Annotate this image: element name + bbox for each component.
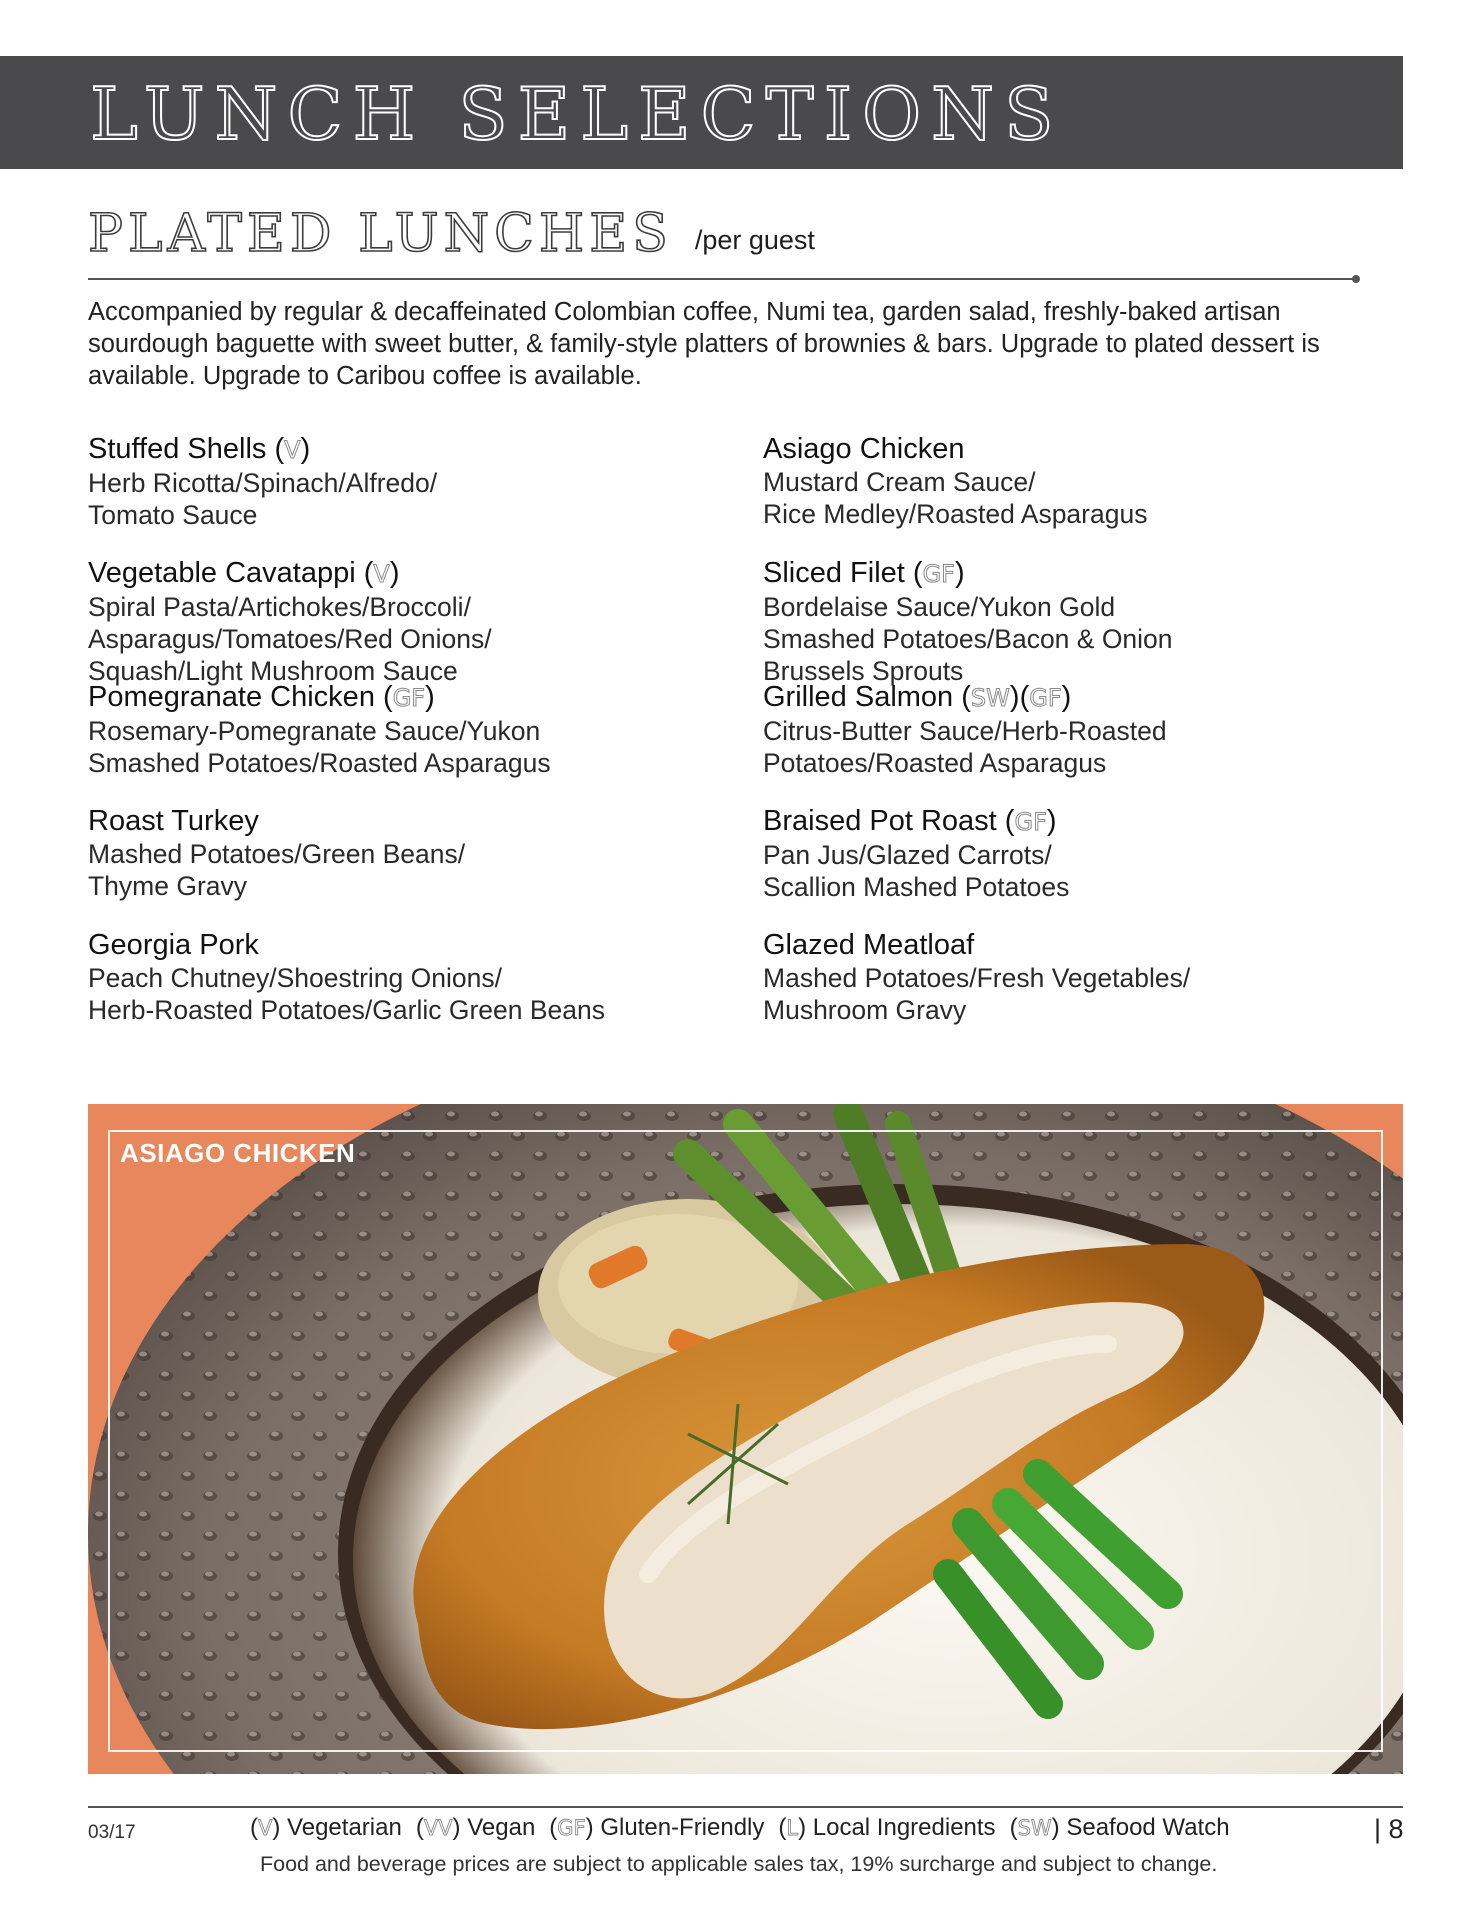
description-line: Citrus-Butter Sauce/Herb-Roasted <box>763 716 1167 746</box>
tag-paren-open: ( <box>274 433 285 465</box>
description-line: Scallion Mashed Potatoes <box>763 872 1070 902</box>
legend-label: Seafood Watch <box>1066 1814 1230 1841</box>
tag-paren-close: ) <box>389 557 400 589</box>
menu-item <box>88 804 728 928</box>
tag-paren-open: ( <box>961 681 971 713</box>
menu-item <box>763 680 1403 804</box>
section-divider <box>88 278 1356 280</box>
legend-tag: L <box>786 1816 799 1840</box>
dish-photo <box>88 1104 1403 1774</box>
menu-column-right <box>763 432 1403 1052</box>
menu-item-title: Asiago Chicken <box>763 433 965 465</box>
menu-item-name <box>763 928 1403 962</box>
menu-item-name <box>88 432 728 467</box>
description-line: Potatoes/Roasted Asparagus <box>763 748 1107 778</box>
description-line: Brussels Sprouts <box>763 656 964 686</box>
menu-item-title: Glazed Meatloaf <box>763 929 975 961</box>
tag-paren-close: ) <box>300 433 311 465</box>
menu-column-left <box>88 432 728 1052</box>
menu-item-name <box>88 804 728 838</box>
footer-divider <box>88 1806 1403 1808</box>
dietary-tag: V <box>284 436 301 464</box>
menu-item-title: Pomegranate Chicken <box>88 681 375 713</box>
menu-item-name <box>88 928 728 962</box>
description-line: Smashed Potatoes/Bacon & Onion <box>763 624 1173 654</box>
menu-item <box>763 556 1403 686</box>
menu-item-title: Stuffed Shells <box>88 433 267 465</box>
menu-item-name <box>88 680 728 715</box>
legend-label: Vegetarian <box>287 1814 402 1841</box>
description-line: Squash/Light Mushroom Sauce <box>88 656 458 686</box>
dietary-tag: V <box>373 560 390 588</box>
menu-item-title: Sliced Filet <box>763 557 905 589</box>
page-number: | 8 <box>1374 1814 1404 1844</box>
description-line: Mustard Cream Sauce/ <box>763 467 1036 497</box>
legend-paren: ( <box>549 1814 558 1841</box>
dietary-tag: GF <box>392 684 426 712</box>
description-line: Herb-Roasted Potatoes/Garlic Green Beans <box>88 995 606 1025</box>
description-line: Spiral Pasta/Artichokes/Broccoli/ <box>88 592 471 622</box>
footer-note: Food and beverage prices are subject to applicable sales tax, 19% surcharge and subject to change. <box>260 1852 1218 1876</box>
menu-item-title: Vegetable Cavatappi <box>88 557 356 589</box>
legend-paren: ( <box>778 1814 787 1841</box>
menu-item-name <box>88 556 728 591</box>
tag-paren-open: ( <box>383 681 393 713</box>
tag-paren-open: ( <box>1004 805 1015 837</box>
menu-item <box>88 680 728 804</box>
description-line: Pan Jus/Glazed Carrots/ <box>763 840 1052 870</box>
tag-paren-close: ) <box>954 557 965 589</box>
header-banner <box>0 56 1403 169</box>
description-line: Herb Ricotta/Spinach/Alfredo/ <box>88 468 438 498</box>
legend-paren: ) <box>452 1814 468 1841</box>
menu-item-name <box>763 680 1403 715</box>
dietary-legend <box>250 1814 1230 1842</box>
tag-paren-close: ) <box>1046 805 1057 837</box>
divider-dot <box>1352 275 1360 283</box>
section-subtitle: /per guest <box>694 225 815 255</box>
intro-text: Accompanied by regular & decaffeinated Colombian coffee, Numi tea, garden salad, freshly-baked artisan sourdough baguette with sweet butter, & family-style platters of brownies & bars. Upgrade to plated dessert is available. Upgrade to Caribou coffee is available. <box>88 298 1320 390</box>
menu-item-title: Grilled Salmon <box>763 681 954 713</box>
dietary-tag: GF <box>922 560 955 588</box>
tag-paren-close: ) <box>1009 681 1020 713</box>
menu-item-description <box>88 962 728 1026</box>
tag-paren-open: ( <box>1019 681 1030 713</box>
tag-paren-open: ( <box>363 557 374 589</box>
legend-tag: VV <box>423 1816 453 1840</box>
dietary-tag: GF <box>1014 808 1047 836</box>
legend-paren: ) <box>798 1814 813 1841</box>
menu-item-description <box>763 715 1403 779</box>
description-line: Peach Chutney/Shoestring Onions/ <box>88 963 502 993</box>
photo-frame <box>108 1130 1383 1752</box>
menu-item-description <box>763 839 1403 903</box>
menu-item-title: Roast Turkey <box>88 805 259 837</box>
legend-tag: V <box>258 1816 273 1840</box>
menu-item-name <box>763 804 1403 839</box>
page-title: LUNCH SELECTIONS <box>90 72 1064 156</box>
legend-label: Gluten-Friendly <box>600 1814 765 1841</box>
description-line: Smashed Potatoes/Roasted Asparagus <box>88 748 551 778</box>
menu-item-description <box>88 715 728 779</box>
dietary-tag: SW <box>970 684 1010 712</box>
menu-item <box>763 928 1403 1052</box>
description-line: Rosemary-Pomegranate Sauce/Yukon <box>88 716 541 746</box>
legend-label: Local Ingredients <box>812 1814 996 1841</box>
description-line: Mushroom Gravy <box>763 995 967 1025</box>
photo-caption: ASIAGO CHICKEN <box>120 1138 356 1168</box>
section-heading <box>88 200 815 264</box>
menu-item-description <box>763 466 1403 530</box>
description-line: Mashed Potatoes/Green Beans/ <box>88 839 466 869</box>
menu-item <box>88 432 728 556</box>
menu-item-description <box>88 467 728 531</box>
tag-paren-close: ) <box>1061 681 1072 713</box>
legend-paren: ( <box>250 1814 258 1841</box>
menu-item-title: Georgia Pork <box>88 929 259 961</box>
legend-paren: ) <box>272 1814 288 1841</box>
footer-date: 03/17 <box>88 1822 136 1843</box>
legend-paren: ( <box>1009 1814 1018 1841</box>
menu-item <box>763 804 1403 928</box>
legend-label: Vegan <box>467 1814 536 1841</box>
legend-paren: ( <box>415 1814 424 1841</box>
menu-item-description <box>88 838 728 902</box>
legend-paren: ) <box>1051 1814 1067 1841</box>
legend-paren: ) <box>585 1814 601 1841</box>
description-line: Tomato Sauce <box>88 500 258 530</box>
description-line: Thyme Gravy <box>88 871 248 901</box>
tag-paren-close: ) <box>425 681 435 713</box>
dietary-tag: GF <box>1029 684 1062 712</box>
description-line: Rice Medley/Roasted Asparagus <box>763 499 1148 529</box>
menu-item <box>88 556 728 686</box>
description-line: Mashed Potatoes/Fresh Vegetables/ <box>763 963 1191 993</box>
tag-paren-open: ( <box>912 557 923 589</box>
legend-tag: GF <box>557 1816 586 1840</box>
menu-item-description <box>763 962 1403 1026</box>
menu-item-description <box>88 591 728 687</box>
description-line: Bordelaise Sauce/Yukon Gold <box>763 592 1116 622</box>
description-line: Asparagus/Tomatoes/Red Onions/ <box>88 624 492 654</box>
menu-item-title: Braised Pot Roast <box>763 805 997 837</box>
legend-tag: SW <box>1017 1816 1052 1840</box>
section-title: PLATED LUNCHES <box>88 204 673 264</box>
menu-item-name <box>763 432 1403 466</box>
menu-item <box>88 928 728 1052</box>
menu-item-description <box>763 591 1403 687</box>
menu-item <box>763 432 1403 556</box>
menu-item-name <box>763 556 1403 591</box>
